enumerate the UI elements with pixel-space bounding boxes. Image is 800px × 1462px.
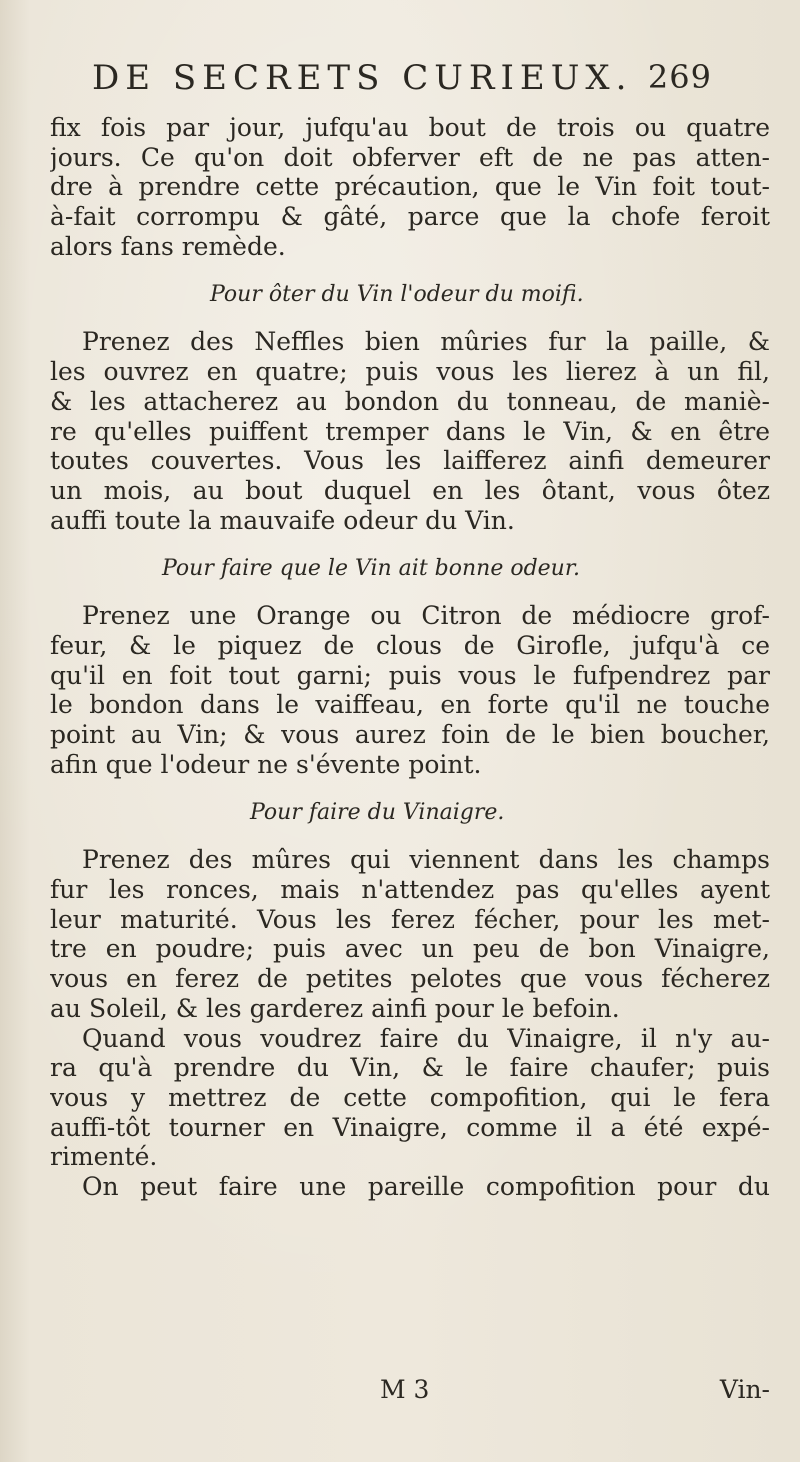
text-line: vous en ferez de petites pelotes que vous fécherez <box>50 964 770 994</box>
text-line: fur les ronces, mais n'attendez pas qu'elles ayent <box>50 875 770 905</box>
paragraph-1 <box>50 113 770 261</box>
body-text <box>50 113 770 1202</box>
text-line: Quand vous voudrez faire du Vinaigre, il n'y au- <box>82 1023 770 1053</box>
paragraph-3 <box>50 601 770 779</box>
text-line: au Soleil, & les garderez ainfi pour le befoin. <box>50 993 620 1023</box>
text-line: Prenez des mûres qui viennent dans les champs <box>82 845 770 875</box>
section-heading-bonne-odeur: Pour faire que le Vin ait bonne odeur. <box>162 556 580 582</box>
text-line: vous y mettrez de cette compofition, qui le fera <box>50 1082 770 1112</box>
text-line: & les attacherez au bondon du tonneau, de maniè- <box>50 386 770 416</box>
page-footer <box>50 1375 770 1409</box>
text-line: alors fans remède. <box>50 231 286 261</box>
text-line: le bondon dans le vaiffeau, en forte qu'il ne touche <box>50 690 770 720</box>
running-title: DE SECRETS CURIEUX. <box>92 58 633 98</box>
text-line: afin que l'odeur ne s'évente point. <box>50 749 482 779</box>
text-line: rimenté. <box>50 1142 158 1172</box>
paragraph-6 <box>50 1172 770 1202</box>
text-line: toutes couvertes. Vous les laifferez ainfi demeurer <box>50 446 770 476</box>
text-line: point au Vin; & vous aurez foin de le bien boucher, <box>50 720 770 749</box>
text-line: un mois, au bout duquel en les ôtant, vous ôtez <box>50 475 770 505</box>
text-line: à-fait corrompu & gâté, parce que la chofe feroit <box>50 202 770 232</box>
text-line: tre en poudre; puis avec un peu de bon Vinaigre, <box>50 934 770 964</box>
text-line: re qu'elles puiffent tremper dans le Vin, & en être <box>50 416 770 446</box>
text-line: dre à prendre cette précaution, que le Vin foit tout- <box>50 172 770 202</box>
section-heading-odeur-moisi: Pour ôter du Vin l'odeur du moifi. <box>210 282 584 308</box>
text-line: feur, & le piquez de clous de Girofle, jufqu'à ce <box>50 630 770 660</box>
text-line: ra qu'à prendre du Vin, & le faire chaufer; puis <box>50 1053 770 1083</box>
paragraph-5 <box>50 1024 770 1172</box>
text-line: auffi-tôt tourner en Vinaigre, comme il a été expé- <box>50 1112 770 1142</box>
text-line: qu'il en foit tout garni; puis vous le fufpendrez par <box>50 660 770 690</box>
text-line: leur maturité. Vous les ferez fécher, pour les met- <box>50 904 770 934</box>
signature-mark: M 3 <box>380 1375 430 1404</box>
page-number: 269 <box>647 58 712 96</box>
text-line: les ouvrez en quatre; puis vous les lierez à un fil, <box>50 357 770 387</box>
text-line: auffi toute la mauvaife odeur du Vin. <box>50 505 515 535</box>
text-line: jours. Ce qu'on doit obferver eft de ne pas atten- <box>50 142 770 172</box>
running-head <box>92 58 712 108</box>
paragraph-4 <box>50 845 770 1023</box>
catchword: Vin- <box>719 1375 770 1404</box>
text-line: Prenez des Neffles bien mûries fur la paille, & <box>82 327 770 357</box>
paragraph-2 <box>50 327 770 535</box>
section-heading-vinaigre: Pour faire du Vinaigre. <box>250 800 505 826</box>
text-line: On peut faire une pareille compofition pour du <box>82 1171 770 1201</box>
text-line: Prenez une Orange ou Citron de médiocre grof- <box>82 601 770 631</box>
text-line: fix fois par jour, jufqu'au bout de trois ou quatre <box>50 113 770 142</box>
